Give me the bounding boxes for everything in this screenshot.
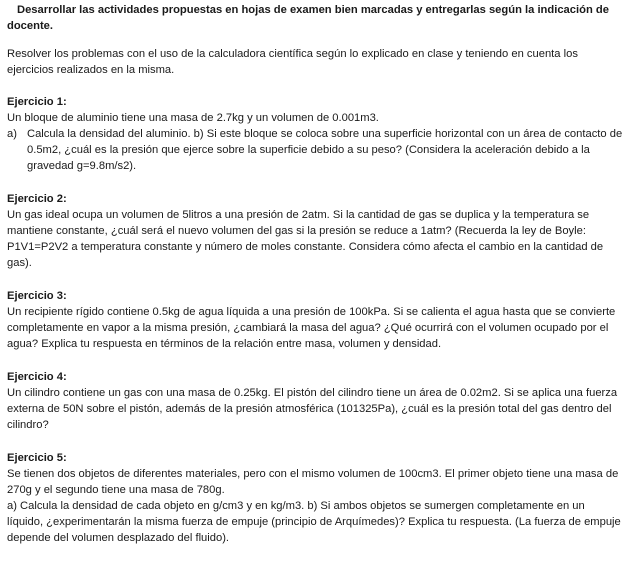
exercise-question: a) Calcula la densidad de cada objeto en g/cm3 y en kg/m3. b) Si ambos objetos se sumergen completamente en un líquido, ¿experimentarán la misma fuerza de empuje (principio de Arquímedes)? Explica tu respuesta. (La fuerza de empuje depende del volumen desplazado del fluido). — [7, 500, 621, 544]
exercise-statement: Un gas ideal ocupa un volumen de 5litros a una presión de 2atm. Si la cantidad de gas se duplica y la temperatura se mantiene constante, ¿cuál será el nuevo volumen del gas si la presión se reduce a 1atm? (Recuerda la ley de Boyle: P1V1=P2V2 a temperatura constante y número de moles constante. Considera cómo afecta el cambio en la cantidad de gas). — [7, 209, 604, 269]
document-page — [0, 2, 631, 580]
exercise-title: Ejercicio 4: — [7, 371, 67, 383]
exercise-3 — [7, 288, 623, 352]
exercise-5 — [7, 450, 623, 546]
intro-text: Resolver los problemas con el uso de la calculadora científica según lo explicado en clase y teniendo en cuenta los ejercicios realizados en la misma. — [7, 48, 578, 76]
exercise-4 — [7, 369, 623, 433]
instruction-content: Desarrollar las actividades propuestas en hojas de examen bien marcadas y entregarlas según la indicación de docente. — [7, 4, 609, 32]
exercise-statement: Un bloque de aluminio tiene una masa de 2.7kg y un volumen de 0.001m3. — [7, 112, 379, 124]
instruction-text — [7, 2, 623, 34]
exercise-title: Ejercicio 3: — [7, 290, 67, 302]
exercise-title: Ejercicio 2: — [7, 193, 67, 205]
list-item-text: Calcula la densidad del aluminio. b) Si este bloque se coloca sobre una superficie horizontal con un área de contacto de 0.5m2, ¿cuál es la presión que ejerce sobre la superficie debido a su peso? (Considera la aceleración debido a la gravedad g=9.8m/s2). — [27, 128, 623, 172]
list-item-label: a) — [7, 128, 17, 140]
exercise-statement: Un recipiente rígido contiene 0.5kg de agua líquida a una presión de 100kPa. Si se calienta el agua hasta que se convierte completamente en vapor a la misma presión, ¿cambiará la masa del agua? ¿Qué ocurrirá con el volumen ocupado por el agua? Explica tu respuesta en términos de la relación entre masa, volumen y densidad. — [7, 306, 616, 350]
exercise-title: Ejercicio 1: — [7, 96, 67, 108]
exercise-title: Ejercicio 5: — [7, 452, 67, 464]
exercise-list-item — [7, 126, 623, 174]
exercise-statement: Un cilindro contiene un gas con una masa de 0.25kg. El pistón del cilindro tiene un área de 0.02m2. Si se aplica una fuerza externa de 50N sobre el pistón, además de la presión atmosférica (101325Pa), ¿cuál es la presión total del gas dentro del cilindro? — [7, 387, 618, 431]
exercise-statement: Se tienen dos objetos de diferentes materiales, pero con el mismo volumen de 100cm3. El primer objeto tiene una masa de 270g y el segundo tiene una masa de 780g. — [7, 468, 619, 496]
exercise-1 — [7, 94, 623, 174]
exercise-2 — [7, 191, 623, 271]
